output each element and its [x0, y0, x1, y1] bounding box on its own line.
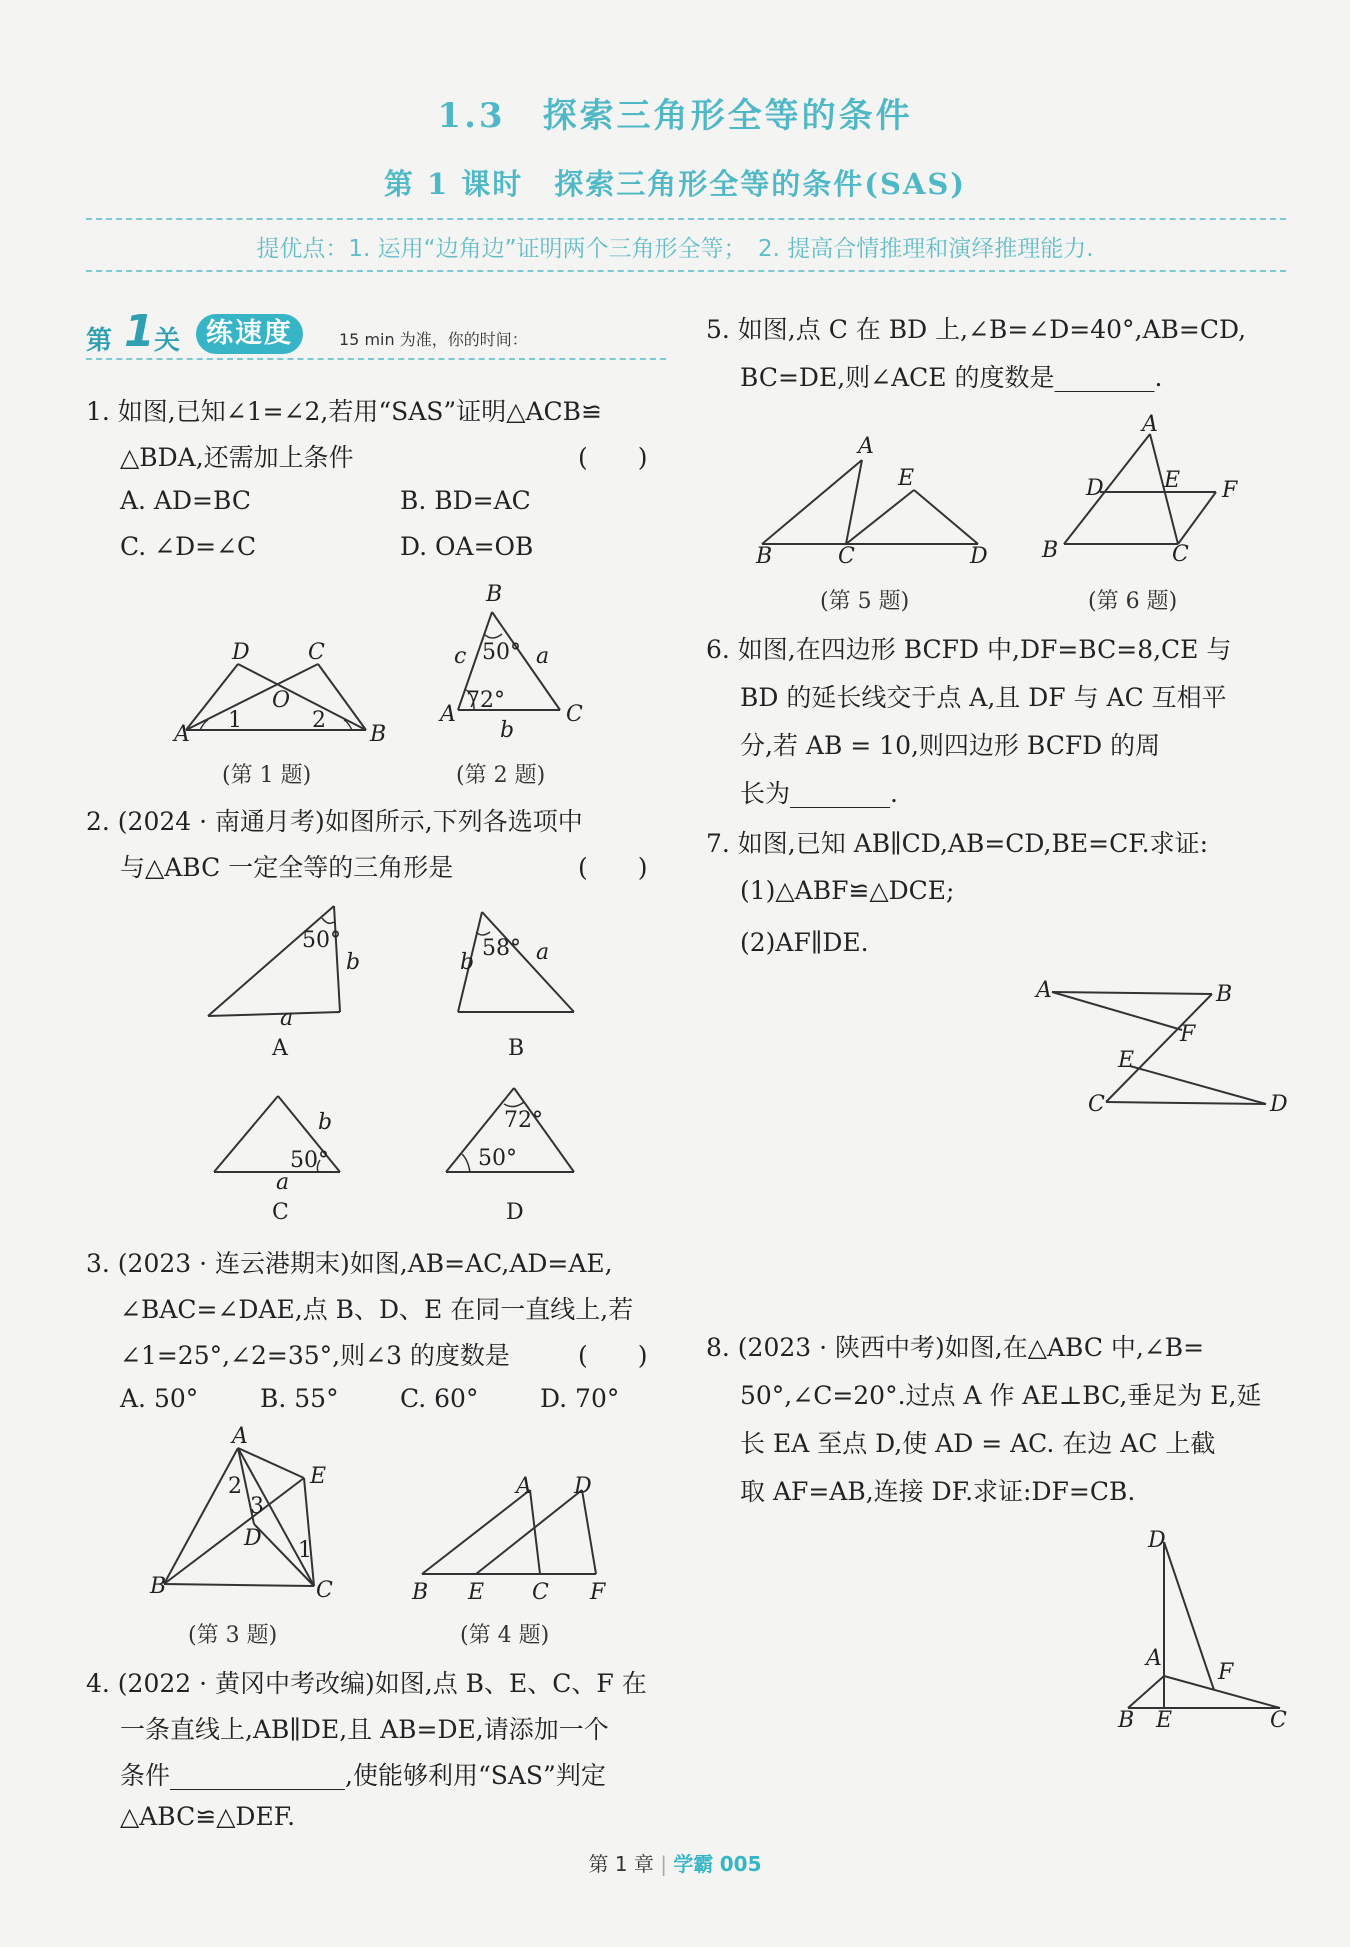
fig3-label-b: B: [150, 1574, 167, 1599]
time-prompt: 15 min 为准，你的时间：: [339, 330, 528, 349]
q3-option-d: D. 70°: [540, 1384, 620, 1413]
footer-brand: 学霸: [673, 1852, 714, 1876]
fig2-angle-72: 72°: [466, 688, 505, 713]
q3-option-b: B. 55°: [260, 1384, 339, 1413]
fig4-label-b: B: [412, 1580, 429, 1605]
footer-page-number: 005: [719, 1852, 762, 1876]
q6-line-4: 长为________.: [740, 779, 898, 808]
fig5-caption: (第 5 题): [820, 589, 910, 614]
fig3-label-2: 2: [228, 1474, 242, 1499]
q6-line-1: 6. 如图,在四边形 BCFD 中,DF=BC=8,CE 与: [706, 635, 1232, 664]
fig7-label-d: D: [1270, 1092, 1288, 1117]
q4-line-1: 4. (2022 · 黄冈中考改编)如图,点 B、E、C、F 在: [86, 1669, 647, 1698]
q4-line-2: 一条直线上,AB∥DE,且 AB=DE,请添加一个: [120, 1715, 609, 1744]
fig2-label-a: A: [440, 702, 456, 727]
fig5-label-d: D: [970, 544, 988, 569]
fig3-label-c: C: [316, 1578, 333, 1603]
fig8-label-e: E: [1156, 1708, 1173, 1733]
q2a-side-a: a: [280, 1006, 294, 1031]
q1-option-b: B. BD=AC: [400, 486, 531, 515]
fig1-label-d: D: [232, 640, 250, 665]
q2c-side-a: a: [276, 1170, 290, 1195]
fig4-label-d: D: [574, 1474, 592, 1499]
q5-line-2: BC=DE,则∠ACE 的度数是________.: [740, 363, 1163, 392]
fig6-label-f: F: [1222, 478, 1238, 503]
q1-option-a: A. AD=BC: [120, 486, 251, 515]
q3-option-a: A. 50°: [120, 1384, 199, 1413]
q5-line-1: 5. 如图,点 C 在 BD 上,∠B=∠D=40°,AB=CD,: [706, 315, 1247, 344]
fig6-label-a: A: [1142, 412, 1158, 437]
q4-line-3: 条件______________,使能够利用“SAS”判定: [120, 1761, 606, 1790]
q8-line-4: 取 AF=AB,连接 DF.求证:DF=CB.: [740, 1477, 1136, 1506]
fig3-label-e: E: [310, 1464, 327, 1489]
q6-line-2: BD 的延长线交于点 A,且 DF 与 AC 互相平: [740, 683, 1227, 712]
speed-badge: 练速度: [196, 314, 303, 354]
fig2-side-a: a: [536, 644, 550, 669]
q2d-angle-72: 72°: [504, 1108, 543, 1133]
q3-line-1: 3. (2023 · 连云港期末)如图,AB=AC,AD=AE,: [86, 1249, 613, 1278]
tip-text: 提优点：1. 运用“边角边”证明两个三角形全等； 2. 提高合情推理和演绎推理能力.: [256, 236, 1094, 262]
fig1-label-2: 2: [312, 708, 326, 733]
fig6-label-c: C: [1172, 542, 1189, 567]
lesson-title: 第 1 课时 探索三角形全等的条件(SAS): [383, 167, 967, 201]
fig3-label-1: 1: [298, 1538, 312, 1563]
fig8-label-a: A: [1146, 1646, 1162, 1671]
fig2-label-c: C: [566, 702, 583, 727]
q2-choice-b: B: [508, 1036, 525, 1061]
q2-choice-c: C: [272, 1200, 289, 1225]
q6-line-3: 分,若 AB = 10,则四边形 BCFD 的周: [740, 731, 1161, 760]
q7-line-3: (2)AF∥DE.: [740, 928, 869, 957]
fig6-label-b: B: [1042, 538, 1059, 563]
q8-line-2: 50°,∠C=20°.过点 A 作 AE⊥BC,垂足为 E,延: [740, 1381, 1262, 1410]
q8-line-1: 8. (2023 · 陕西中考)如图,在△ABC 中,∠B=: [706, 1333, 1205, 1362]
q2b-side-a: a: [536, 940, 550, 965]
fig3-label-a: A: [232, 1424, 248, 1449]
fig4-label-c: C: [532, 1580, 549, 1605]
section-head-number: 1: [124, 306, 155, 357]
section-head-guan: 关: [154, 326, 181, 356]
footer-chapter: 第 1 章: [588, 1852, 654, 1876]
q2d-angle-50: 50°: [478, 1146, 517, 1171]
fig5-label-a: A: [858, 434, 874, 459]
fig5-label-c: C: [838, 544, 855, 569]
fig7-label-a: A: [1036, 978, 1052, 1003]
fig2-side-c: c: [454, 644, 467, 669]
fig2-label-b: B: [486, 582, 503, 607]
fig4-caption: (第 4 题): [460, 1623, 550, 1648]
q3-line-3: ∠1=25°,∠2=35°,则∠3 的度数是: [120, 1341, 510, 1370]
q2c-angle: 50°: [290, 1148, 329, 1173]
fig4-label-f: F: [590, 1580, 606, 1605]
fig3-label-3: 3: [250, 1494, 264, 1519]
q1-option-c: C. ∠D=∠C: [120, 532, 257, 561]
fig1-label-1: 1: [228, 708, 242, 733]
q2a-side-b: b: [346, 950, 361, 975]
q7-line-1: 7. 如图,已知 AB∥CD,AB=CD,BE=CF.求证:: [706, 829, 1209, 858]
q1-line-2: △BDA,还需加上条件: [120, 443, 354, 472]
fig1-label-b: B: [370, 722, 387, 747]
fig7-label-b: B: [1216, 982, 1233, 1007]
fig5-label-e: E: [898, 466, 915, 491]
q2a-angle: 50°: [302, 928, 341, 953]
fig3-label-d: D: [244, 1526, 262, 1551]
fig1-label-a: A: [174, 722, 190, 747]
q8-line-3: 长 EA 至点 D,使 AD = AC. 在边 AC 上截: [740, 1429, 1216, 1458]
fig1-caption: (第 1 题): [222, 763, 312, 788]
fig4-label-e: E: [468, 1580, 485, 1605]
fig8-label-c: C: [1270, 1708, 1287, 1733]
q1-line-1: 1. 如图,已知∠1=∠2,若用“SAS”证明△ACB≌: [86, 397, 602, 426]
q2b-angle: 58°: [482, 936, 521, 961]
q2-choice-d: D: [506, 1200, 524, 1225]
fig2-caption: (第 2 题): [456, 763, 546, 788]
fig5-label-b: B: [756, 544, 773, 569]
fig7-label-f: F: [1180, 1022, 1196, 1047]
q1-option-d: D. OA=OB: [400, 532, 534, 561]
fig8-label-f: F: [1218, 1660, 1234, 1685]
section-head-di: 第: [86, 326, 113, 356]
section-title: 1.3 探索三角形全等的条件: [437, 96, 913, 136]
q2-line-1: 2. (2024 · 南通月考)如图所示,下列各选项中: [86, 807, 583, 836]
q4-line-4: △ABC≌△DEF.: [120, 1802, 296, 1831]
fig6-label-e: E: [1164, 468, 1181, 493]
fig6-label-d: D: [1086, 476, 1104, 501]
fig8-label-b: B: [1118, 1708, 1135, 1733]
q2b-side-b: b: [460, 950, 475, 975]
q2-line-2: 与△ABC 一定全等的三角形是: [120, 853, 454, 882]
q2-bracket: ( ): [578, 853, 648, 882]
fig7-label-e: E: [1118, 1048, 1135, 1073]
q2-choice-a: A: [272, 1036, 288, 1061]
fig1-label-c: C: [308, 640, 325, 665]
q3-option-c: C. 60°: [400, 1384, 479, 1413]
fig4-label-a: A: [516, 1474, 532, 1499]
fig2-angle-50: 50°: [482, 640, 521, 665]
q2c-side-b: b: [318, 1110, 333, 1135]
q3-bracket: ( ): [578, 1341, 648, 1370]
q1-bracket: ( ): [578, 443, 648, 472]
fig8-label-d: D: [1148, 1528, 1166, 1553]
q7-line-2: (1)△ABF≌△DCE;: [740, 876, 955, 905]
fig2-side-b: b: [500, 718, 515, 743]
fig7-label-c: C: [1088, 1092, 1105, 1117]
page-footer: 第 1 章 | 学霸 005: [588, 1852, 762, 1876]
fig1-label-o: O: [272, 688, 291, 713]
fig3-caption: (第 3 题): [188, 1623, 278, 1648]
q3-line-2: ∠BAC=∠DAE,点 B、D、E 在同一直线上,若: [120, 1295, 634, 1324]
fig6-caption: (第 6 题): [1088, 589, 1178, 614]
